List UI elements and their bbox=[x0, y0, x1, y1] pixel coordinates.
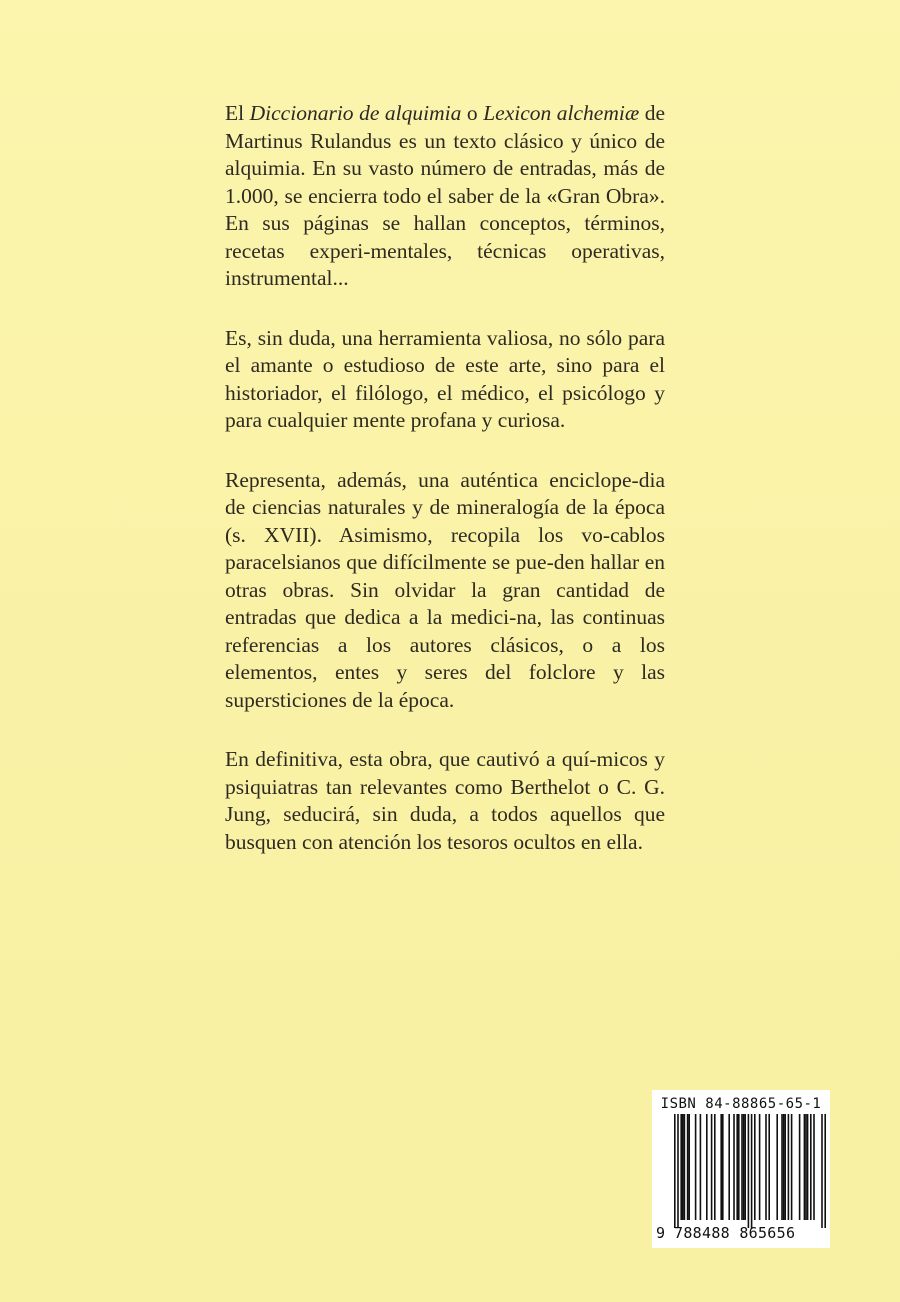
barcode-bar bbox=[700, 1114, 702, 1220]
barcode-bar bbox=[714, 1114, 716, 1220]
barcode-bar bbox=[759, 1114, 761, 1220]
barcode-bar bbox=[695, 1114, 697, 1220]
barcode-guard-bar bbox=[677, 1114, 679, 1228]
barcode-bar bbox=[804, 1114, 806, 1220]
barcode-bar bbox=[687, 1114, 689, 1220]
barcode-bar bbox=[688, 1114, 690, 1220]
barcode-guard-bar bbox=[674, 1114, 676, 1228]
barcode-guard-bar bbox=[824, 1114, 826, 1228]
ean-digits: 788488 865656 bbox=[674, 1224, 796, 1242]
barcode-guard-bar bbox=[748, 1114, 750, 1228]
barcode-bar bbox=[722, 1114, 724, 1220]
blurb-paragraph-1 bbox=[225, 100, 665, 293]
barcode-bar bbox=[680, 1114, 682, 1220]
book-title-spanish: Diccionario de alquimia bbox=[249, 101, 462, 125]
barcode-bar bbox=[738, 1114, 740, 1220]
barcode-bar bbox=[784, 1114, 786, 1220]
barcode-bar bbox=[799, 1114, 801, 1220]
barcode-bar bbox=[805, 1114, 807, 1220]
barcode-bar bbox=[776, 1114, 778, 1220]
book-title-latin: Lexicon alchemiæ bbox=[483, 101, 640, 125]
barcode-bar bbox=[754, 1114, 756, 1220]
barcode-bar bbox=[720, 1114, 722, 1220]
barcode-bar bbox=[684, 1114, 686, 1220]
barcode-bar bbox=[791, 1114, 793, 1220]
barcode-bar bbox=[711, 1114, 713, 1220]
para1-rest: de Martinus Rulandus es un texto clásico y único de alquimia. En su vasto número de entradas, más de 1.000, se encierra todo el saber de la «Gran Obra». En sus páginas se hallan conceptos, términos, recetas experi-mentales, técnicas operativas, instrumental... bbox=[225, 101, 666, 290]
barcode-bar bbox=[781, 1114, 783, 1220]
para1-lead: El bbox=[225, 101, 250, 125]
blurb-paragraph-2: Es, sin duda, una herramienta valiosa, no sólo para el amante o estudioso de este arte, sino para el historiador, el filólogo, el médico, el psicólogo y para cualquier mente profana y curiosa. bbox=[225, 325, 665, 432]
barcode-guard-bar bbox=[751, 1114, 753, 1228]
barcode-bar bbox=[788, 1114, 790, 1220]
barcode-bar bbox=[736, 1114, 738, 1220]
isbn-barcode-panel bbox=[652, 1090, 830, 1248]
blurb-paragraph-4: En definitiva, esta obra, que cautivó a quí-micos y psiquiatras tan relevantes como Berthelot o C. G. Jung, seducirá, sin duda, a todos aquellos que busquen con atención los tesoros ocultos en ella. bbox=[225, 747, 665, 854]
barcode-bar bbox=[810, 1114, 812, 1220]
blurb-paragraph-3: Representa, además, una auténtica enciclope-dia de ciencias naturales y de mineralogía de la época (s. XVII). Asimismo, recopila los vo-cablos paracelsianos que difícilmente se pue-den hallar en otras obras. Sin olvidar la gran cantidad de entradas que dedica a la medici-na, las continuas referencias a los autores clásicos, o a los elementos, entes y seres del folclore y las supersticiones de la época. bbox=[225, 467, 665, 712]
barcode-bar bbox=[733, 1114, 735, 1220]
barcode-guard-bar bbox=[821, 1114, 823, 1228]
barcode-bar bbox=[783, 1114, 785, 1220]
barcode-bar bbox=[765, 1114, 767, 1220]
barcode-bar bbox=[744, 1114, 746, 1220]
barcode-bar bbox=[807, 1114, 809, 1220]
barcode-bar bbox=[768, 1114, 770, 1220]
barcode-bar bbox=[706, 1114, 708, 1220]
barcode-bar bbox=[728, 1114, 730, 1220]
barcode-bar bbox=[813, 1114, 815, 1220]
barcode-bar bbox=[741, 1114, 743, 1220]
para1-mid: o bbox=[461, 101, 484, 125]
ean-first-digit: 9 bbox=[656, 1224, 666, 1242]
barcode-bar bbox=[682, 1114, 684, 1220]
isbn-label: ISBN 84-88865-65-1 bbox=[660, 1096, 822, 1112]
barcode-bar bbox=[743, 1114, 745, 1220]
blurb-text bbox=[225, 100, 665, 888]
